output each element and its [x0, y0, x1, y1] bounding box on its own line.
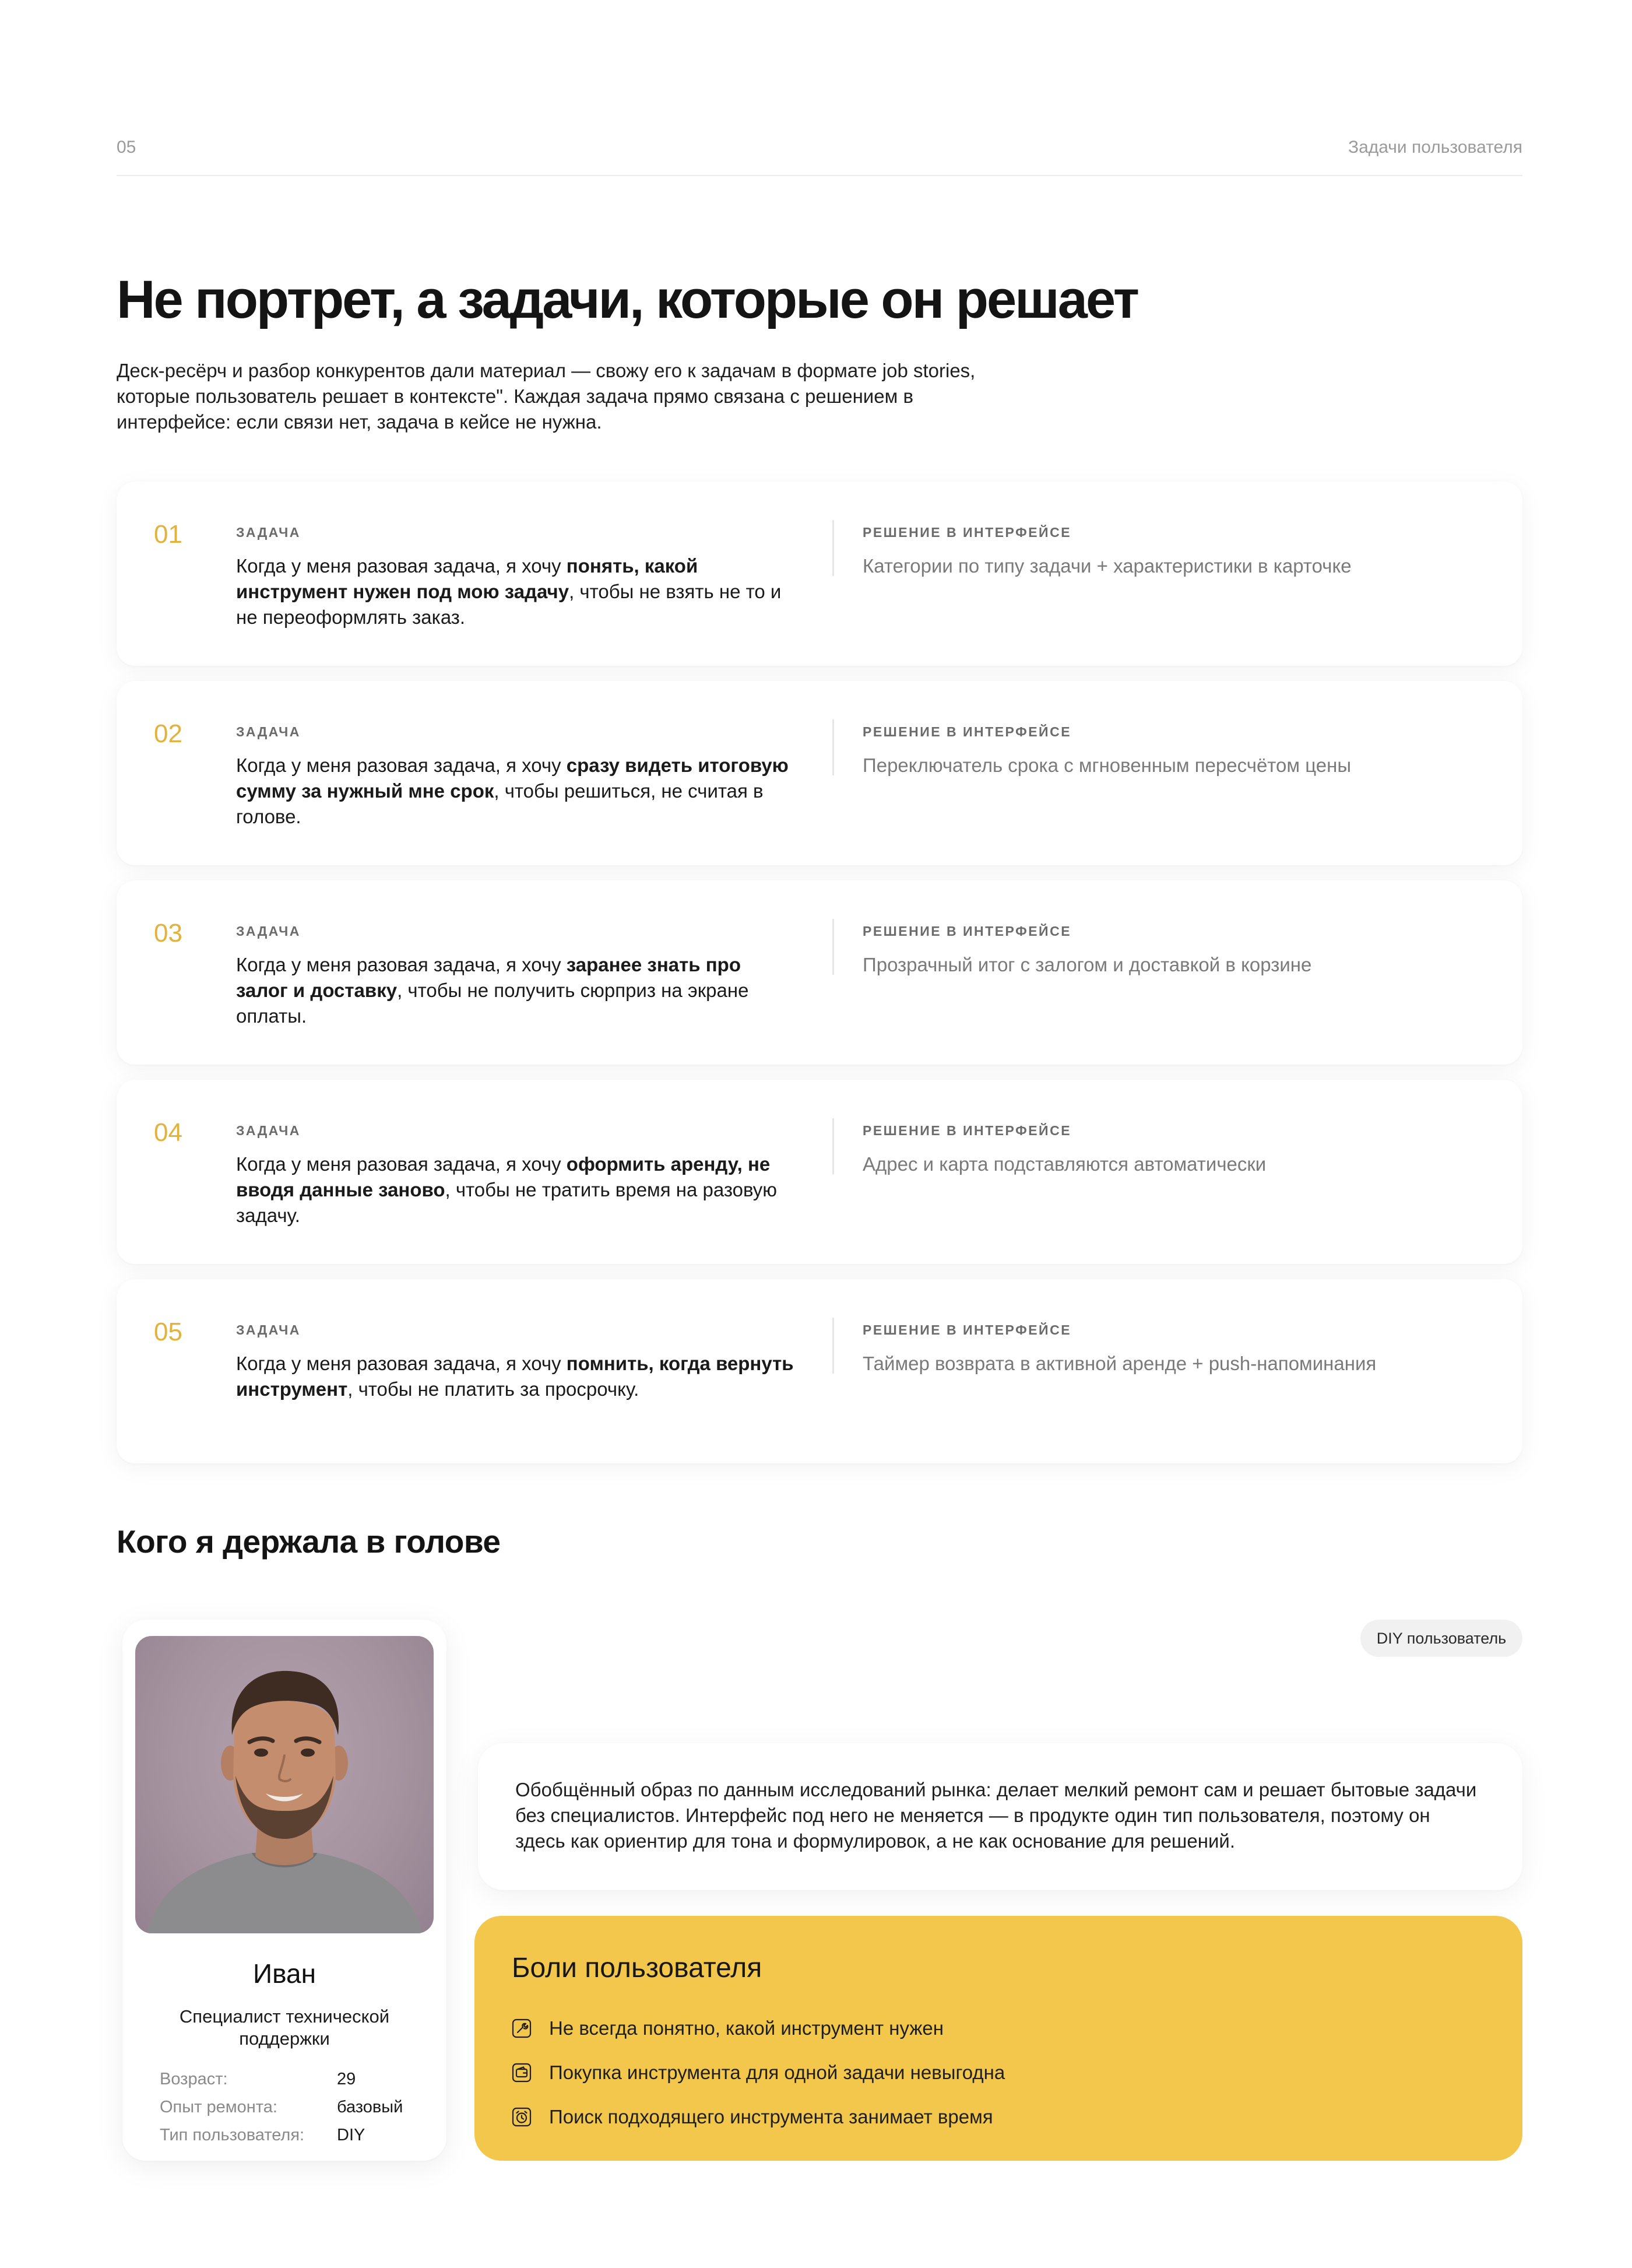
task-column — [236, 724, 796, 830]
task-number: 05 — [154, 1318, 182, 1346]
solution-column — [863, 1322, 1492, 1377]
fact-value: 29 — [337, 2070, 356, 2088]
task-column — [236, 1123, 796, 1228]
pain-text: Покупка инструмента для одной задачи невыгодна — [549, 2062, 1005, 2083]
pains-list — [512, 2006, 1485, 2139]
column-divider — [832, 919, 834, 975]
alarm-clock-icon — [512, 2107, 532, 2127]
fact-row — [160, 2065, 428, 2093]
solution-label: РЕШЕНИЕ В ИНТЕРФЕЙСЕ — [863, 1123, 1072, 1138]
solution-label: РЕШЕНИЕ В ИНТЕРФЕЙСЕ — [863, 1322, 1072, 1337]
fact-label: Возраст: — [160, 2070, 228, 2088]
persona-card — [122, 1620, 446, 2161]
solution-text: Переключатель срока с мгновенным пересчётом цены — [863, 754, 1352, 776]
section-title: Кого я держала в голове — [117, 1523, 501, 1560]
task-text: Когда у меня разовая задача, я хочу заранее знать про залог и доставку, чтобы не получить сюрприз на экране оплаты. — [236, 954, 749, 1027]
task-text: Когда у меня разовая задача, я хочу сразу видеть итоговую сумму за нужный мне срок, чтобы решиться, не считая в голове. — [236, 754, 789, 827]
column-divider — [832, 520, 834, 576]
solution-label: РЕШЕНИЕ В ИНТЕРФЕЙСЕ — [863, 724, 1072, 739]
task-label: ЗАДАЧА — [236, 924, 301, 939]
column-divider — [832, 719, 834, 775]
solution-text: Категории по типу задачи + характеристики в карточке — [863, 555, 1352, 577]
pain-item — [512, 2051, 1485, 2095]
task-column — [236, 924, 796, 1029]
persona-name: Иван — [253, 1958, 316, 1989]
fact-value: базовый — [337, 2098, 403, 2116]
wallet-icon — [512, 2063, 532, 2083]
solution-text: Таймер возврата в активной аренде + push-напоминания — [863, 1353, 1377, 1374]
top-bar — [117, 138, 1522, 157]
solution-column — [863, 924, 1492, 978]
task-label: ЗАДАЧА — [236, 724, 301, 739]
pain-text: Поиск подходящего инструмента занимает время — [549, 2106, 993, 2127]
solution-label: РЕШЕНИЕ В ИНТЕРФЕЙСЕ — [863, 525, 1072, 540]
solution-label: РЕШЕНИЕ В ИНТЕРФЕЙСЕ — [863, 924, 1072, 939]
fact-value: DIY — [337, 2126, 365, 2144]
column-divider — [832, 1318, 834, 1374]
task-number: 03 — [154, 919, 182, 947]
task-column — [236, 1322, 796, 1402]
wrench-icon — [512, 2018, 532, 2038]
task-label: ЗАДАЧА — [236, 1322, 301, 1337]
section-name: Задачи пользователя — [1348, 138, 1522, 157]
pains-title: Боли пользователя — [512, 1953, 762, 1983]
header-divider — [117, 175, 1522, 176]
solution-column — [863, 525, 1492, 579]
solution-text: Прозрачный итог с залогом и доставкой в корзине — [863, 954, 1312, 975]
pains-card — [474, 1916, 1522, 2161]
task-column — [236, 525, 796, 630]
column-divider — [832, 1118, 834, 1174]
task-number: 01 — [154, 520, 182, 549]
solution-column — [863, 724, 1492, 778]
fact-row — [160, 2093, 428, 2121]
task-label: ЗАДАЧА — [236, 525, 301, 540]
task-number: 04 — [154, 1118, 182, 1147]
persona-photo — [135, 1636, 434, 1933]
persona-role: Специалист технической поддержки — [179, 2006, 390, 2049]
solution-text: Адрес и карта подставляются автоматически — [863, 1153, 1267, 1175]
task-card — [117, 1279, 1522, 1463]
fact-row — [160, 2121, 428, 2149]
intro-paragraph: Деск-ресёрч и разбор конкурентов дали материал — свожу его к задачам в формате job stories, которые пользователь решает в контексте". Каждая задача прямо связана с решением в интерфейсе: если связи нет, задача в кейсе не нужна. — [117, 360, 976, 433]
task-card — [117, 880, 1522, 1065]
task-text: Когда у меня разовая задача, я хочу помнить, когда вернуть инструмент, чтобы не платить за просрочку. — [236, 1353, 794, 1400]
pain-text: Не всегда понятно, какой инструмент нужен — [549, 2017, 944, 2039]
fact-label: Опыт ремонта: — [160, 2098, 277, 2116]
task-label: ЗАДАЧА — [236, 1123, 301, 1138]
task-list — [117, 482, 1522, 1479]
pain-item — [512, 2006, 1485, 2051]
task-card — [117, 681, 1522, 865]
page-title: Не портрет, а задачи, которые он решает — [117, 270, 1138, 329]
task-number: 02 — [154, 719, 182, 748]
user-type-badge: DIY пользователь — [1360, 1620, 1522, 1657]
task-text: Когда у меня разовая задача, я хочу понять, какой инструмент нужен под мою задачу, чтобы не взять не то и не переоформлять заказ. — [236, 555, 782, 628]
task-text: Когда у меня разовая задача, я хочу оформить аренду, не вводя данные заново, чтобы не тратить время на разовую задачу. — [236, 1153, 778, 1226]
task-card — [117, 482, 1522, 666]
pain-item — [512, 2095, 1485, 2139]
persona-description: Обобщённый образ по данным исследований рынка: делает мелкий ремонт сам и решает бытовые задачи без специалистов. Интерфейс под него не меняется — в продукте один тип пользователя, поэтому он здесь как ориентир для тона и формулировок, а не как основание для решений. — [478, 1743, 1522, 1890]
persona-portrait — [135, 1636, 434, 1933]
fact-label: Тип пользователя: — [160, 2126, 305, 2144]
page-number: 05 — [117, 138, 136, 157]
task-card — [117, 1080, 1522, 1264]
persona-facts — [160, 2065, 428, 2149]
solution-column — [863, 1123, 1492, 1177]
